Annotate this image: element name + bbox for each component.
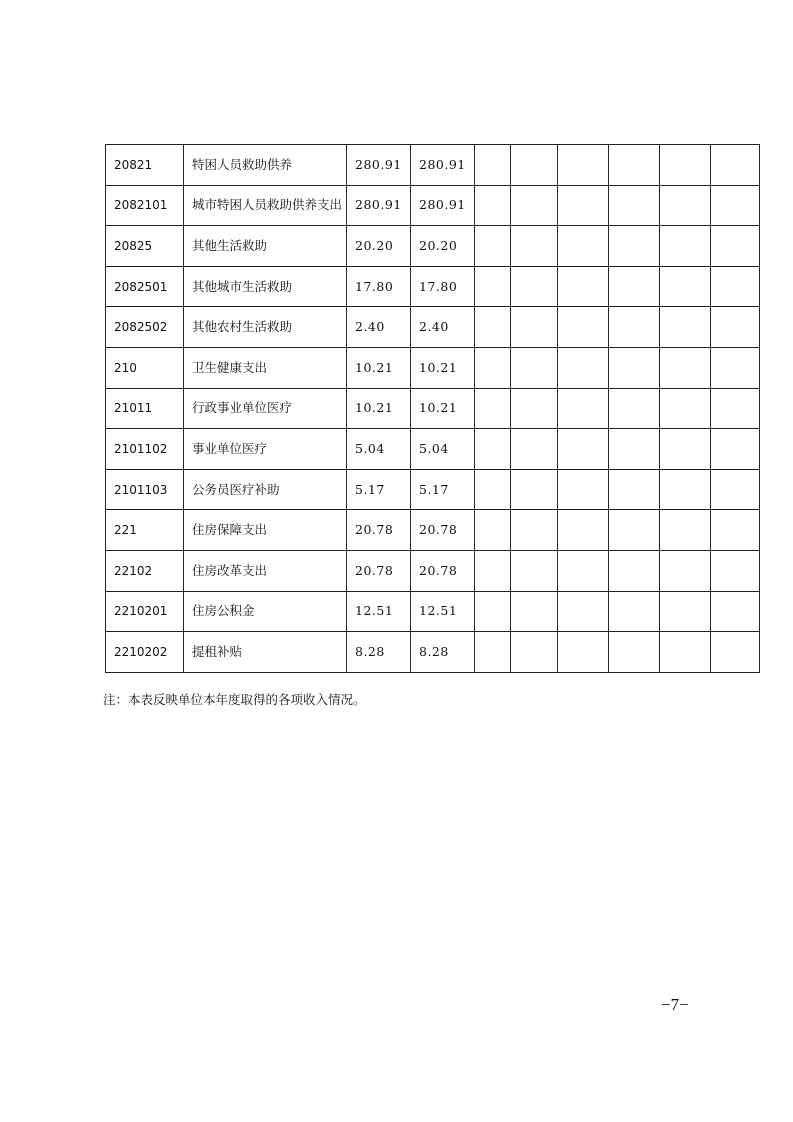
- empty-cell: [558, 226, 609, 267]
- table-row: [106, 347, 760, 388]
- fiscal-allocation-cell: 8.28: [411, 632, 475, 673]
- subject-code-cell: 2210201: [106, 591, 184, 632]
- empty-cell: [609, 347, 660, 388]
- empty-cell: [711, 591, 760, 632]
- empty-cell: [609, 469, 660, 510]
- table-row: [106, 185, 760, 226]
- empty-cell: [660, 266, 711, 307]
- empty-cell: [511, 347, 558, 388]
- empty-cell: [511, 429, 558, 470]
- subject-code-cell: 22102: [106, 550, 184, 591]
- empty-cell: [609, 429, 660, 470]
- income-table: [105, 144, 760, 673]
- total-amount-cell: 5.04: [347, 429, 411, 470]
- empty-cell: [558, 469, 609, 510]
- table-row: [106, 632, 760, 673]
- empty-cell: [558, 185, 609, 226]
- empty-cell: [475, 347, 511, 388]
- subject-code-cell: 2082501: [106, 266, 184, 307]
- subject-name-cell: 其他农村生活救助: [184, 307, 347, 348]
- subject-code-cell: 2101102: [106, 429, 184, 470]
- empty-cell: [511, 266, 558, 307]
- fiscal-allocation-cell: 5.04: [411, 429, 475, 470]
- empty-cell: [558, 307, 609, 348]
- table-row: [106, 591, 760, 632]
- fiscal-allocation-cell: 10.21: [411, 388, 475, 429]
- table-row: [106, 266, 760, 307]
- empty-cell: [558, 632, 609, 673]
- empty-cell: [711, 632, 760, 673]
- total-amount-cell: 10.21: [347, 388, 411, 429]
- subject-name-cell: 公务员医疗补助: [184, 469, 347, 510]
- empty-cell: [711, 226, 760, 267]
- empty-cell: [558, 347, 609, 388]
- empty-cell: [660, 591, 711, 632]
- empty-cell: [475, 469, 511, 510]
- empty-cell: [475, 185, 511, 226]
- table-row: [106, 469, 760, 510]
- empty-cell: [558, 510, 609, 551]
- empty-cell: [475, 510, 511, 551]
- empty-cell: [660, 429, 711, 470]
- empty-cell: [511, 591, 558, 632]
- total-amount-cell: 280.91: [347, 145, 411, 186]
- empty-cell: [711, 550, 760, 591]
- empty-cell: [660, 226, 711, 267]
- total-amount-cell: 17.80: [347, 266, 411, 307]
- empty-cell: [511, 388, 558, 429]
- empty-cell: [475, 145, 511, 186]
- page-number: −7−: [661, 995, 689, 1014]
- fiscal-allocation-cell: 20.78: [411, 510, 475, 551]
- empty-cell: [609, 145, 660, 186]
- subject-name-cell: 行政事业单位医疗: [184, 388, 347, 429]
- empty-cell: [609, 388, 660, 429]
- empty-cell: [609, 550, 660, 591]
- total-amount-cell: 20.78: [347, 510, 411, 551]
- total-amount-cell: 5.17: [347, 469, 411, 510]
- empty-cell: [660, 632, 711, 673]
- empty-cell: [609, 632, 660, 673]
- empty-cell: [475, 550, 511, 591]
- empty-cell: [660, 307, 711, 348]
- subject-name-cell: 住房保障支出: [184, 510, 347, 551]
- empty-cell: [558, 429, 609, 470]
- fiscal-allocation-cell: 20.20: [411, 226, 475, 267]
- fiscal-allocation-cell: 280.91: [411, 145, 475, 186]
- empty-cell: [475, 388, 511, 429]
- subject-name-cell: 提租补贴: [184, 632, 347, 673]
- empty-cell: [660, 185, 711, 226]
- empty-cell: [660, 510, 711, 551]
- empty-cell: [475, 632, 511, 673]
- empty-cell: [511, 632, 558, 673]
- empty-cell: [475, 266, 511, 307]
- table-note: 注：本表反映单位本年度取得的各项收入情况。: [103, 692, 366, 707]
- subject-code-cell: 221: [106, 510, 184, 551]
- empty-cell: [711, 388, 760, 429]
- empty-cell: [711, 307, 760, 348]
- subject-code-cell: 20821: [106, 145, 184, 186]
- empty-cell: [711, 266, 760, 307]
- fiscal-allocation-cell: 12.51: [411, 591, 475, 632]
- subject-name-cell: 住房公积金: [184, 591, 347, 632]
- subject-name-cell: 特困人员救助供养: [184, 145, 347, 186]
- table-row: [106, 550, 760, 591]
- table-row: [106, 388, 760, 429]
- empty-cell: [660, 469, 711, 510]
- empty-cell: [511, 145, 558, 186]
- empty-cell: [475, 591, 511, 632]
- empty-cell: [558, 591, 609, 632]
- empty-cell: [609, 226, 660, 267]
- empty-cell: [511, 226, 558, 267]
- empty-cell: [660, 550, 711, 591]
- subject-code-cell: 2082502: [106, 307, 184, 348]
- table-row: [106, 429, 760, 470]
- fiscal-allocation-cell: 17.80: [411, 266, 475, 307]
- empty-cell: [475, 429, 511, 470]
- subject-code-cell: 2082101: [106, 185, 184, 226]
- total-amount-cell: 12.51: [347, 591, 411, 632]
- empty-cell: [475, 307, 511, 348]
- fiscal-allocation-cell: 2.40: [411, 307, 475, 348]
- total-amount-cell: 280.91: [347, 185, 411, 226]
- empty-cell: [660, 347, 711, 388]
- subject-name-cell: 其他城市生活救助: [184, 266, 347, 307]
- empty-cell: [511, 510, 558, 551]
- empty-cell: [711, 145, 760, 186]
- fiscal-allocation-cell: 280.91: [411, 185, 475, 226]
- empty-cell: [609, 185, 660, 226]
- total-amount-cell: 10.21: [347, 347, 411, 388]
- empty-cell: [558, 266, 609, 307]
- subject-code-cell: 20825: [106, 226, 184, 267]
- fiscal-allocation-cell: 10.21: [411, 347, 475, 388]
- empty-cell: [660, 388, 711, 429]
- subject-name-cell: 住房改革支出: [184, 550, 347, 591]
- empty-cell: [711, 429, 760, 470]
- empty-cell: [511, 307, 558, 348]
- total-amount-cell: 2.40: [347, 307, 411, 348]
- empty-cell: [558, 550, 609, 591]
- empty-cell: [609, 591, 660, 632]
- fiscal-allocation-cell: 20.78: [411, 550, 475, 591]
- empty-cell: [558, 145, 609, 186]
- empty-cell: [475, 226, 511, 267]
- table-row: [106, 226, 760, 267]
- subject-name-cell: 事业单位医疗: [184, 429, 347, 470]
- empty-cell: [609, 307, 660, 348]
- empty-cell: [511, 185, 558, 226]
- empty-cell: [711, 469, 760, 510]
- subject-code-cell: 2210202: [106, 632, 184, 673]
- fiscal-allocation-cell: 5.17: [411, 469, 475, 510]
- table-row: [106, 510, 760, 551]
- empty-cell: [660, 145, 711, 186]
- subject-code-cell: 2101103: [106, 469, 184, 510]
- empty-cell: [711, 185, 760, 226]
- empty-cell: [711, 510, 760, 551]
- empty-cell: [609, 510, 660, 551]
- table-body: [106, 145, 760, 673]
- subject-name-cell: 卫生健康支出: [184, 347, 347, 388]
- empty-cell: [711, 347, 760, 388]
- subject-name-cell: 城市特困人员救助供养支出: [184, 185, 347, 226]
- empty-cell: [511, 469, 558, 510]
- subject-code-cell: 21011: [106, 388, 184, 429]
- total-amount-cell: 20.78: [347, 550, 411, 591]
- empty-cell: [511, 550, 558, 591]
- total-amount-cell: 20.20: [347, 226, 411, 267]
- total-amount-cell: 8.28: [347, 632, 411, 673]
- subject-name-cell: 其他生活救助: [184, 226, 347, 267]
- empty-cell: [558, 388, 609, 429]
- empty-cell: [609, 266, 660, 307]
- table-row: [106, 145, 760, 186]
- subject-code-cell: 210: [106, 347, 184, 388]
- table-row: [106, 307, 760, 348]
